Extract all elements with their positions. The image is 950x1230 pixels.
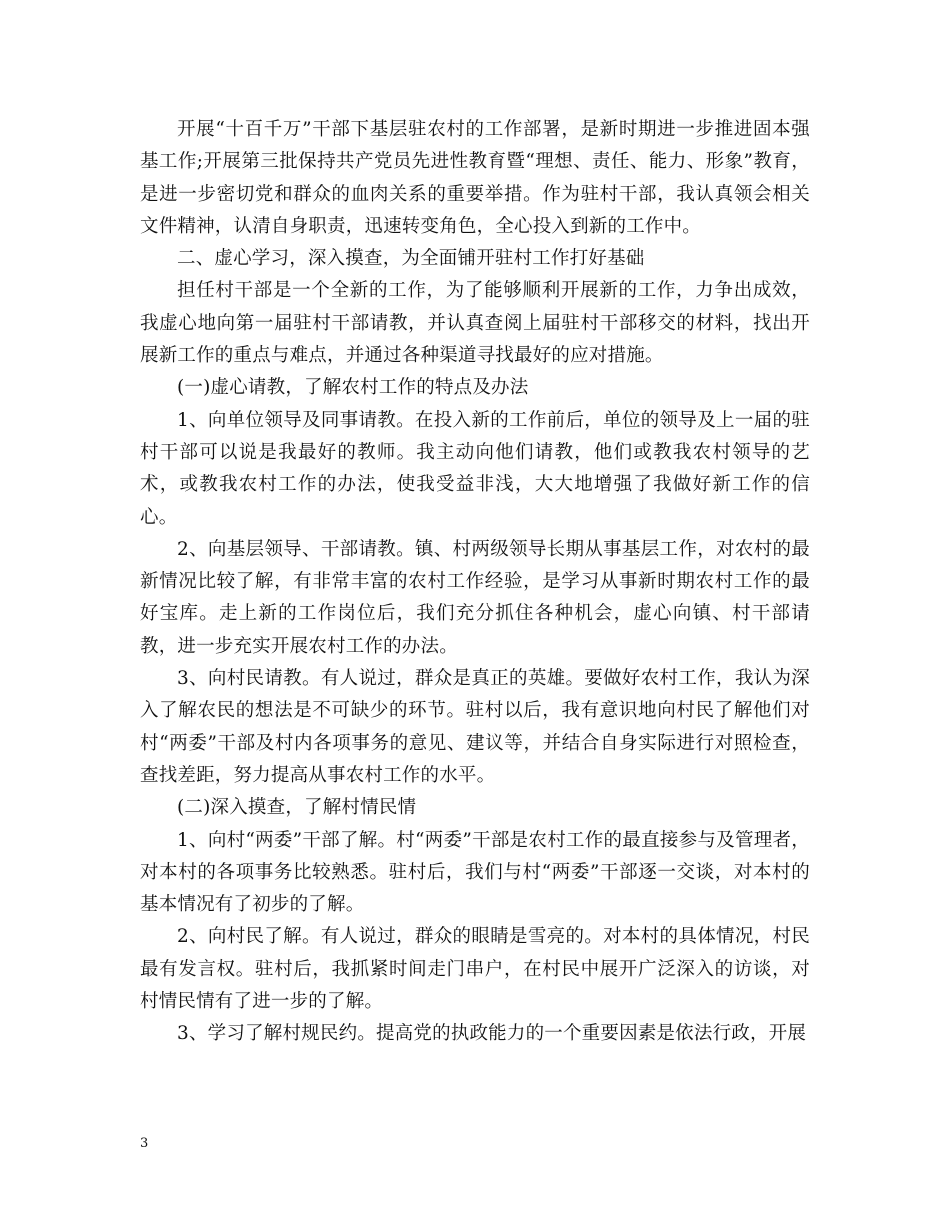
paragraph-item-4: 1、向村“两委”干部了解。村“两委”干部是农村工作的最直接参与及管理者，对本村的各项事务比较熟悉。驻村后，我们与村“两委”干部逐一交谈，对本村的基本情况有了初步的了解。 — [140, 829, 810, 916]
subsection-heading-1: (一)虚心请教，了解农村工作的特点及办法 — [177, 377, 529, 399]
section-heading-2: 二、虚心学习，深入摸查，为全面铺开驻村工作打好基础 — [177, 248, 645, 270]
paragraph-item-6: 3、学习了解村规民约。提高党的执政能力的一个重要因素是依法行政，开展 — [177, 1023, 807, 1045]
paragraph-intro: 开展“十百千万”干部下基层驻农村的工作部署，是新时期进一步推进固本强基工作;开展第三批保持共产党员先进性教育暨“理想、责任、能力、形象”教育，是进一步密切党和群众的血肉关系的重要举措。作为驻村干部，我认真领会相关文件精神，认清自身职责，迅速转变角色，全心投入到新的工作中。 — [140, 119, 810, 237]
page-number: 3 — [140, 1136, 149, 1151]
document-body — [140, 114, 810, 1051]
paragraph-item-2: 2、向基层领导、干部请教。镇、村两级领导长期从事基层工作，对农村的最新情况比较了解，有非常丰富的农村工作经验，是学习从事新时期农村工作的最好宝库。走上新的工作岗位后，我们充分抓住各种机会，虚心向镇、村干部请教，进一步充实开展农村工作的办法。 — [140, 538, 810, 657]
paragraph-item-1: 1、向单位领导及同事请教。在投入新的工作前后，单位的领导及上一届的驻村干部可以说是我最好的教师。我主动向他们请教，他们或教我农村领导的艺术，或教我农村工作的办法，使我受益非浅，大大地增强了我做好新工作的信心。 — [140, 409, 810, 528]
paragraph-item-3: 3、向村民请教。有人说过，群众是真正的英雄。要做好农村工作，我认为深入了解农民的想法是不可缺少的环节。驻村以后，我有意识地向村民了解他们对村“两委”干部及村内各项事务的意见、建议等，并结合自身实际进行对照检查，查找差距，努力提高从事农村工作的水平。 — [140, 668, 810, 786]
paragraph-item-5: 2、向村民了解。有人说过，群众的眼睛是雪亮的。对本村的具体情况，村民最有发言权。驻村后，我抓紧时间走门串户，在村民中展开广泛深入的访谈，对村情民情有了进一步的了解。 — [140, 926, 810, 1013]
paragraph-section-2: 担任村干部是一个全新的工作，为了能够顺利开展新的工作，力争出成效，我虚心地向第一届驻村干部请教，并认真查阅上届驻村干部移交的材料，找出开展新工作的重点与难点，并通过各种渠道寻找最好的应对措施。 — [140, 280, 810, 367]
subsection-heading-2: (二)深入摸查，了解村情民情 — [177, 797, 417, 819]
